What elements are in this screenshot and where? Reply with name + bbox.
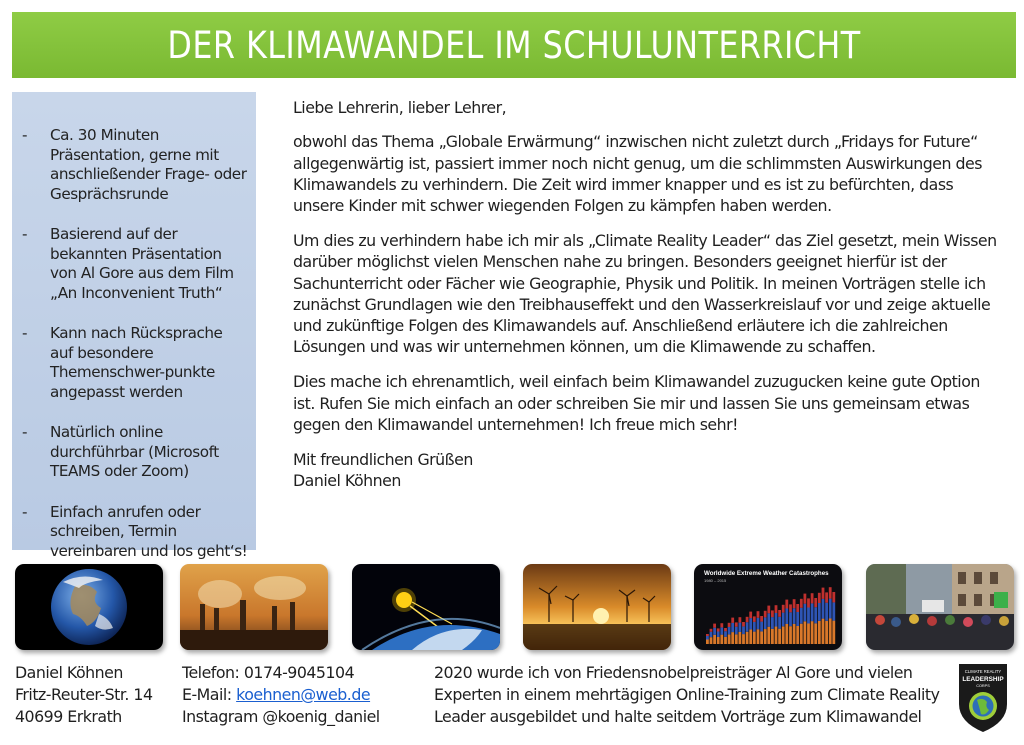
chart-bar-segment bbox=[796, 626, 799, 644]
photo-strip bbox=[0, 564, 1024, 656]
feature-item-contact: - Einfach anrufen oder schreiben, Termin vereinbaren und los geht‘s! bbox=[22, 503, 248, 562]
chart-bar-segment bbox=[822, 588, 825, 599]
chart-bar-segment bbox=[760, 622, 763, 632]
chart-bar-segment bbox=[785, 624, 788, 644]
chart-bar-segment bbox=[811, 621, 814, 644]
chart-bar-segment bbox=[804, 621, 807, 644]
contact-phone: Telefon: 0174-9045104 bbox=[182, 663, 355, 682]
chart-bar-segment bbox=[785, 609, 788, 625]
chart-bar-segment bbox=[713, 624, 716, 628]
chart-bar-segment bbox=[728, 623, 731, 627]
letter-paragraph: obwohl das Thema „Globale Erwärmung“ inzwischen nicht zuletzt durch „Fridays for Future“ allgegenwärtig ist, passiert immer noch nicht genug, um die schlimmsten Auswirkungen des Klimawandels zu verhindern. Die Zeit wird immer knapper und es ist zu befürchten, dass unsere Kinder mit schwer wiegenden Folgen zu kämpfen haben werden. bbox=[293, 132, 983, 216]
letter-greeting: Liebe Lehrerin, lieber Lehrer, bbox=[293, 98, 507, 117]
chart-bar-segment bbox=[800, 624, 803, 644]
letter-paragraph: Dies mache ich ehrenamtlich, weil einfach beim Klimawandel zuzugucken keine gute Option ist. Rufen Sie mich einfach an oder schreiben Sie mir und lassen Sie uns gemeinsam etwas gegen den Klimawandel unternehmen! Ich freue mich sehr! bbox=[293, 372, 980, 434]
chart-bar-segment bbox=[782, 605, 785, 613]
chart-bar-segment bbox=[829, 587, 832, 598]
chart-bar-segment bbox=[789, 626, 792, 644]
address-name: Daniel Köhnen bbox=[15, 663, 123, 682]
chart-bar-segment bbox=[818, 603, 821, 621]
address-city: 40699 Erkrath bbox=[15, 707, 122, 726]
chart-bar-segment bbox=[731, 623, 734, 632]
chart-bar-segment bbox=[789, 612, 792, 626]
chart-bar-segment bbox=[742, 634, 745, 644]
address-street: Fritz-Reuter-Str. 14 bbox=[15, 685, 153, 704]
chart-bar-segment bbox=[728, 627, 731, 634]
letter-signature: Daniel Köhnen bbox=[293, 470, 401, 490]
chart-bar-segment bbox=[728, 635, 731, 645]
chart-bar-segment bbox=[832, 602, 835, 620]
chart-bar-segment bbox=[753, 622, 756, 632]
chart-bar-segment bbox=[822, 599, 825, 619]
chart-bar-segment bbox=[735, 622, 738, 626]
logo-line1: CLIMATE REALITY bbox=[964, 669, 1002, 674]
chart-bar-segment bbox=[782, 613, 785, 627]
chart-bar-segment bbox=[796, 604, 799, 612]
chart-bar-segment bbox=[814, 598, 817, 607]
chart-bar-segment bbox=[775, 605, 778, 613]
chart-bar-segment bbox=[706, 640, 709, 645]
chart-bar-segment bbox=[724, 628, 727, 631]
chart-bar-segment bbox=[757, 618, 760, 630]
address-block bbox=[15, 662, 153, 728]
chart-bar-segment bbox=[771, 617, 774, 629]
chart-bar-segment bbox=[825, 603, 828, 621]
chart-bar-segment bbox=[746, 617, 749, 622]
chart-bar-segment bbox=[804, 594, 807, 604]
chart-bar-segment bbox=[735, 634, 738, 644]
chart-bar-segment bbox=[760, 631, 763, 644]
chart-bar-segment bbox=[710, 629, 713, 632]
chart-bar-segment bbox=[807, 608, 810, 624]
letter-body bbox=[293, 97, 998, 491]
chart-bar-segment bbox=[829, 618, 832, 644]
contact-block bbox=[182, 662, 380, 728]
chart-bar-segment bbox=[717, 637, 720, 644]
chart-bar-segment bbox=[764, 617, 767, 629]
chart-bar-segment bbox=[742, 626, 745, 634]
chart-bar-segment bbox=[706, 634, 709, 636]
chart-bar-segment bbox=[720, 623, 723, 627]
chart-bar-segment bbox=[746, 622, 749, 632]
chart-bar-segment bbox=[717, 632, 720, 638]
title-banner bbox=[12, 12, 1016, 78]
chart-bar-segment bbox=[796, 612, 799, 626]
chart-bar-segment bbox=[800, 608, 803, 624]
letter-closing: Mit freundlichen Grüßen bbox=[293, 449, 473, 469]
chart-bar-segment bbox=[800, 599, 803, 608]
chart-bar-segment bbox=[764, 629, 767, 644]
wind-turbines-photo bbox=[523, 564, 671, 650]
chart-bar-segment bbox=[829, 599, 832, 619]
chart-bar-segment bbox=[724, 637, 727, 644]
chart-bar-segment bbox=[807, 624, 810, 645]
industry-photo bbox=[180, 564, 328, 650]
chart-bar-segment bbox=[771, 629, 774, 644]
chart-subtitle: 1980 – 2015 bbox=[704, 578, 727, 583]
about-text: 2020 wurde ich von Friedensnobelpreisträger Al Gore und vielen Experten in einem mehrtägigen Online-Training zum Climate Reality Leader ausgebildet und halte seitdem Vorträge zum Klimawandel bbox=[434, 663, 940, 726]
chart-bar-segment bbox=[767, 627, 770, 644]
chart-bar-segment bbox=[775, 627, 778, 645]
feature-item-duration: - Ca. 30 Minuten Präsentation, gerne mit anschließender Frage- oder Gesprächsrunde bbox=[22, 126, 248, 204]
chart-bar-segment bbox=[822, 619, 825, 644]
chart-bar-segment bbox=[749, 618, 752, 629]
chart-bar-segment bbox=[710, 632, 713, 637]
chart-bar-segment bbox=[789, 604, 792, 612]
chart-bar-segment bbox=[807, 598, 810, 607]
chart-bar-segment bbox=[731, 632, 734, 644]
chart-bar-segment bbox=[811, 593, 814, 603]
chart-bar-segment bbox=[735, 627, 738, 635]
chart-bar-segment bbox=[832, 621, 835, 644]
chart-bar-segment bbox=[793, 624, 796, 644]
chart-bar-segment bbox=[739, 623, 742, 632]
chart-bar-segment bbox=[793, 599, 796, 608]
feature-item-basis: - Basierend auf der bekannten Präsentation von Al Gore aus dem Film „An Inconvenient Truth“ bbox=[22, 225, 248, 303]
chart-bar-segment bbox=[785, 600, 788, 609]
chart-bar-segment bbox=[731, 618, 734, 623]
page-title: DER KLIMAWANDEL IM SCHULUNTERRICHT bbox=[167, 23, 861, 67]
feature-item-online: - Natürlich online durchführbar (Microsoft TEAMS oder Zoom) bbox=[22, 423, 248, 482]
chart-bar-segment bbox=[710, 637, 713, 644]
chart-title: Worldwide Extreme Weather Catastrophes bbox=[704, 570, 829, 577]
chart-bar-segment bbox=[832, 592, 835, 602]
letter-paragraph: Um dies zu verhindern habe ich mir als „Climate Reality Leader“ das Ziel gesetzt, mein Wissen darüber möglichst vielen Menschen nahe zu bringen. Besonders geeignet hierfür ist der Sachunterricht oder Fächer wie Geographie, Physik und Politik. In meinen Vorträgen stelle ich zunächst Grundlagen wie den Treibhauseffekt und den Wasserkreislauf vor und zeige aktuelle und zukünftige Folgen des Klimawandels auf. Anschließend erläutere ich die zahlreichen Lösungen und was wir unternehmen können, um die Klimawende zu schaffen. bbox=[293, 230, 997, 357]
feature-sidebar bbox=[12, 92, 256, 560]
email-link[interactable]: koehnen@web.de bbox=[236, 685, 371, 704]
chart-bar-segment bbox=[749, 629, 752, 644]
feature-item-customizable: - Kann nach Rücksprache auf besondere Themenschwer-punkte angepasst werden bbox=[22, 324, 248, 402]
logo-line2: LEADERSHIP bbox=[962, 676, 1004, 683]
contact-email-label: E-Mail: bbox=[182, 685, 237, 704]
contact-email-line bbox=[182, 684, 380, 706]
chart-bar-segment bbox=[793, 608, 796, 624]
chart-bar-segment bbox=[757, 611, 760, 618]
chart-bar-segment bbox=[757, 629, 760, 644]
earth-photo bbox=[15, 564, 163, 650]
chart-bar-segment bbox=[720, 635, 723, 644]
chart-bar-segment bbox=[742, 622, 745, 626]
chart-bar-segment bbox=[749, 612, 752, 619]
chart-bar-segment bbox=[717, 628, 720, 631]
chart-bar-segment bbox=[818, 621, 821, 644]
chart-bar-segment bbox=[814, 623, 817, 644]
weather-catastrophes-chart bbox=[694, 564, 842, 650]
chart-bar-segment bbox=[825, 621, 828, 644]
chart-bar-segment bbox=[782, 626, 785, 644]
climate-reality-leadership-logo bbox=[955, 662, 1011, 734]
chart-bar-segment bbox=[825, 592, 828, 602]
chart-bar-segment bbox=[814, 607, 817, 623]
chart-bar-segment bbox=[767, 606, 770, 614]
chart-bar-segment bbox=[746, 632, 749, 644]
chart-bar-segment bbox=[818, 593, 821, 603]
chart-bar-segment bbox=[771, 610, 774, 617]
chart-bar-segment bbox=[778, 610, 781, 617]
chart-bar-segment bbox=[811, 603, 814, 621]
chart-bar-segment bbox=[753, 632, 756, 644]
chart-bar-segment bbox=[804, 604, 807, 622]
chart-bar-segment bbox=[720, 627, 723, 634]
chart-bar-segment bbox=[753, 616, 756, 622]
chart-bar-segment bbox=[739, 632, 742, 644]
greenhouse-effect-photo bbox=[352, 564, 500, 650]
chart-bar-segment bbox=[778, 617, 781, 629]
contact-instagram: Instagram @koenig_daniel bbox=[182, 707, 380, 726]
feature-list bbox=[22, 126, 248, 561]
chart-bar-segment bbox=[760, 616, 763, 622]
logo-line3: CORPS bbox=[976, 684, 990, 688]
chart-bar-segment bbox=[739, 617, 742, 622]
climate-protest-photo bbox=[866, 564, 1014, 650]
chart-bar-segment bbox=[767, 613, 770, 626]
chart-bar-segment bbox=[724, 631, 727, 637]
chart-bar-segment bbox=[713, 635, 716, 644]
chart-bar-segment bbox=[764, 611, 767, 618]
chart-bar-segment bbox=[706, 636, 709, 640]
chart-bar-segment bbox=[713, 628, 716, 635]
chart-bar-segment bbox=[775, 613, 778, 627]
chart-bar-segment bbox=[778, 629, 781, 644]
